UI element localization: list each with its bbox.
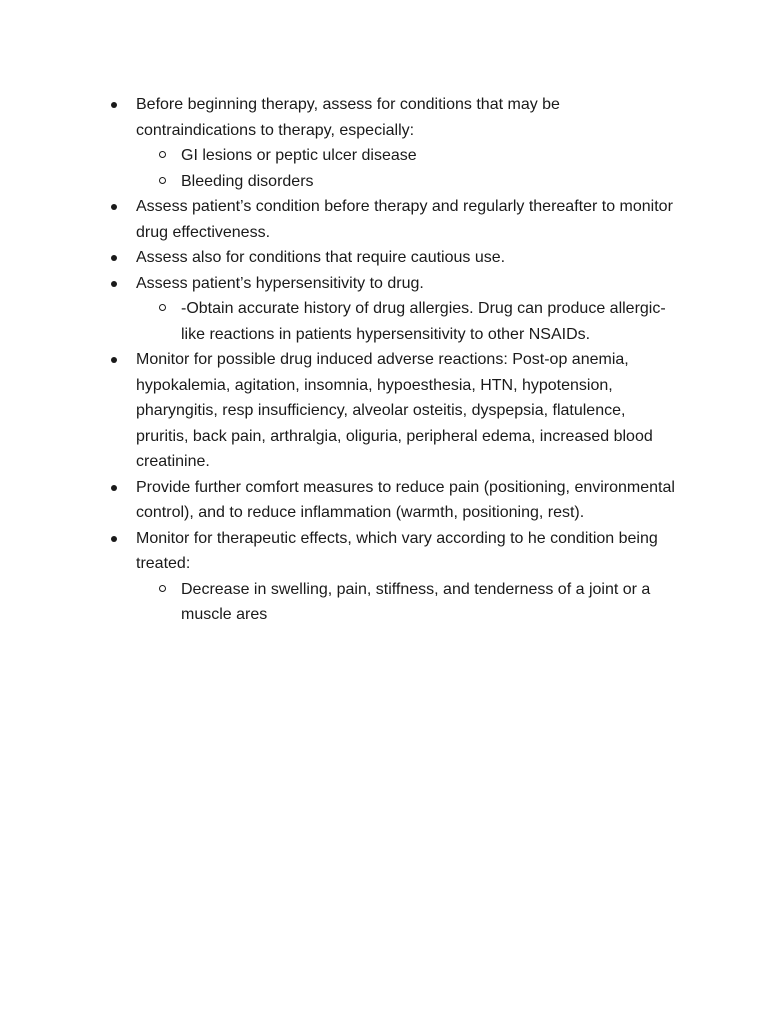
list-item-contraindications [0,92,768,194]
list-item-text: Monitor for possible drug induced adverse reactions: Post-op anemia, hypokalemia, agitation, insomnia, hypoesthesia, HTN, hypotension, pharyngitis, resp insufficiency, alveolar osteitis, dyspepsia, flatulence, pruritis, back pain, arthralgia, oliguria, peripheral edema, increased blood creatinine. [136,351,653,470]
hollow-bullet-icon [159,177,166,184]
hollow-bullet-icon [159,304,166,311]
sub-item-gi-lesions [181,143,680,169]
list-item-text: Assess patient’s hypersensitivity to drug. [136,274,424,292]
sub-item-text: Bleeding disorders [181,172,314,190]
bullet-icon [111,357,117,363]
sub-item-text: Decrease in swelling, pain, stiffness, and tenderness of a joint or a muscle ares [181,580,651,623]
sub-item-allergy-history [181,296,680,347]
list-item-assess-condition [0,194,768,245]
sub-item-decrease-swelling [181,577,680,628]
sub-item-text: GI lesions or peptic ulcer disease [181,147,417,164]
sub-item-text: -Obtain accurate history of drug allergies. Drug can produce allergic-like reactions in patients hypersensitivity to other NSAIDs. [181,300,666,343]
document-body [0,92,768,628]
bullet-icon [111,255,117,261]
bullet-icon [111,204,117,210]
list-item-hypersensitivity [0,271,768,348]
list-item-cautious-use [0,245,768,271]
hollow-bullet-icon [159,585,166,592]
bullet-icon [111,485,117,491]
bullet-icon [111,102,117,108]
list-item-therapeutic-effects [0,526,768,628]
list-item-text: Assess also for conditions that require cautious use. [136,249,506,266]
sub-list [136,296,680,347]
bullet-list [0,92,768,628]
bullet-icon [111,281,117,287]
list-item-adverse-reactions [0,347,768,475]
list-item-text: Provide further comfort measures to reduce pain (positioning, environmental control), and to reduce inflammation (warmth, positioning, rest). [136,478,675,521]
list-item-text: Assess patient’s condition before therapy and regularly thereafter to monitor drug effectiveness. [136,198,673,241]
list-item-comfort-measures [0,475,768,526]
list-item-text: Monitor for therapeutic effects, which vary according to he condition being treated: [136,529,658,572]
sub-list [136,577,680,628]
sub-list [136,143,680,194]
sub-item-bleeding [181,169,680,195]
bullet-icon [111,536,117,542]
hollow-bullet-icon [159,151,166,158]
list-item-text: Before beginning therapy, assess for conditions that may be contraindications to therapy, especially: [136,96,560,139]
